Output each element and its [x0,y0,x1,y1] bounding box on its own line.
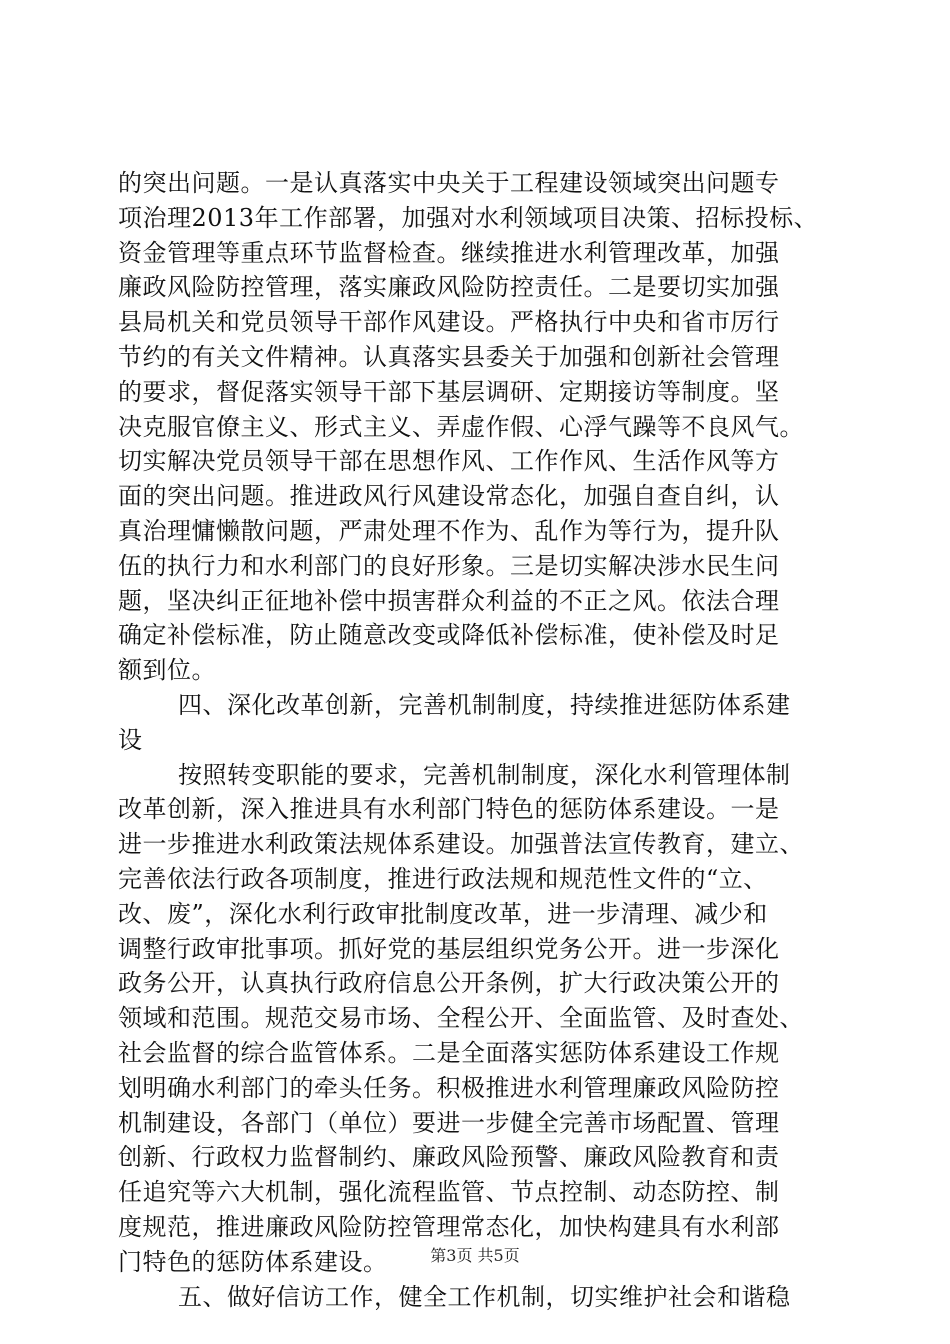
text-line: 改、废”，深化水利行政审批制度改革，进一步清理、减少和 [118,899,768,928]
text-line: 题，坚决纠正征地补偿中损害群众利益的不正之风。依法合理 [118,586,780,615]
text-line: 调整行政审批事项。抓好党的基层组织党务公开。进一步深化 [118,934,780,963]
text-line: 设 [118,725,143,754]
page-footer: 第3页 共5页 [430,1246,520,1265]
text-line: 切实解决党员领导干部在思想作风、工作作风、生活作风等方 [118,447,780,476]
text-line: 改革创新，深入推进具有水利部门特色的惩防体系建设。一是 [118,795,780,824]
text-line: 政务公开，认真执行政府信息公开条例，扩大行政决策公开的 [118,969,780,998]
text-line: 节约的有关文件精神。认真落实县委关于加强和创新社会管理 [118,342,780,371]
text-line: 县局机关和党员领导干部作风建设。严格执行中央和省市厉行 [118,308,780,337]
text-line: 的突出问题。一是认真落实中央关于工程建设领域突出问题专 [118,169,780,197]
text-line: 任追究等六大机制，强化流程监管、节点控制、动态防控、制 [118,1178,780,1207]
document-body [118,166,838,1314]
text-line: 机制建设，各部门（单位）要进一步健全完善市场配置、管理 [118,1108,780,1137]
text-line: 资金管理等重点环节监督检查。继续推进水利管理改革，加强 [118,238,780,267]
text-line: 进一步推进水利政策法规体系建设。加强普法宣传教育，建立、 [118,830,804,859]
text-line: 四、深化改革创新，完善机制制度，持续推进惩防体系建 [178,690,791,719]
text-line: 额到位。 [118,656,216,685]
text-line: 确定补偿标准，防止随意改变或降低补偿标准，使补偿及时足 [118,621,780,650]
text-line: 廉政风险防控管理，落实廉政风险防控责任。二是要切实加强 [118,273,780,302]
text-line: 项治理2013年工作部署，加强对水利领域项目决策、招标投标、 [118,203,819,232]
text-line: 真治理慵懒散问题，严肃处理不作为、乱作为等行为，提升队 [118,516,780,545]
text-line: 社会监督的综合监管体系。二是全面落实惩防体系建设工作规 [118,1038,780,1067]
text-line: 面的突出问题。推进政风行风建设常态化，加强自查自纠，认 [118,482,780,511]
text-line: 完善依法行政各项制度，推进行政法规和规范性文件的“立、 [118,864,768,893]
text-line: 按照转变职能的要求，完善机制制度，深化水利管理体制 [178,760,791,789]
text-line: 划明确水利部门的牵头任务。积极推进水利管理廉政风险防控 [118,1073,780,1102]
text-line: 门特色的惩防体系建设。 [118,1247,388,1276]
text-line: 的要求，督促落实领导干部下基层调研、定期接访等制度。坚 [118,377,780,406]
text-line: 领域和范围。规范交易市场、全程公开、全面监管、及时查处、 [118,1004,804,1033]
text-line: 伍的执行力和水利部门的良好形象。三是切实解决涉水民生问 [118,551,780,580]
text-line: 创新、行政权力监督制约、廉政风险预警、廉政风险教育和责 [118,1143,780,1172]
text-line: 决克服官僚主义、形式主义、弄虚作假、心浮气躁等不良风气。 [118,412,804,441]
text-line: 度规范，推进廉政风险防控管理常态化，加快构建具有水利部 [118,1212,780,1241]
text-line: 五、做好信访工作，健全工作机制，切实维护社会和谐稳 [178,1282,791,1311]
